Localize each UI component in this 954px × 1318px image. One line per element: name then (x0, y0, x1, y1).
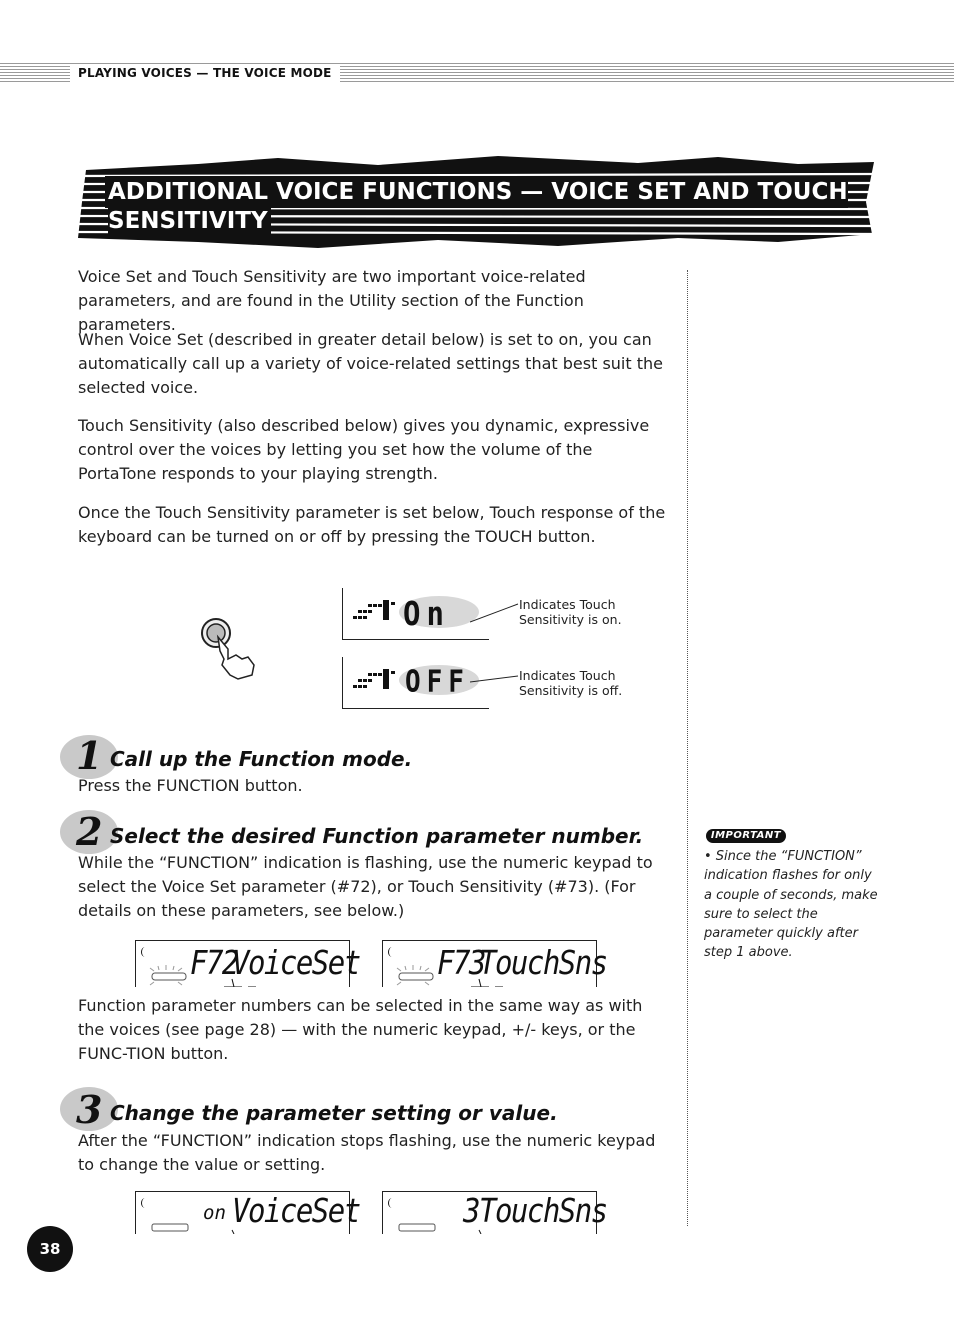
step-2-body: While the “FUNCTION” indication is flashing, use the numeric keypad to select the Voice Set parameter (#72), or Touch Sensitivity (#73). (For details on these parameters, see below.) (78, 853, 653, 920)
important-badge: IMPORTANT (706, 829, 786, 843)
lcd-on-prefix: on (203, 1202, 226, 1224)
step-3-number: 3 (76, 1087, 103, 1132)
step-1-number: 1 (76, 733, 103, 778)
lcd-f73-prefix: F73 (437, 942, 485, 982)
annotation-touch-off: Indicates Touch Sensitivity is off. (519, 668, 623, 698)
lcd-on-voiceset (135, 1190, 360, 1234)
leader-line-off (470, 672, 520, 692)
lcd-f73-touchsns (382, 940, 607, 987)
section-title: ADDITIONAL VOICE FUNCTIONS — VOICE SET AND TOUCH SENSITIVITY (108, 179, 848, 234)
step-3-heading: Change the parameter setting or value. (110, 1101, 558, 1125)
running-header: PLAYING VOICES — THE VOICE MODE (70, 64, 340, 82)
step-2-number: 2 (76, 809, 103, 854)
lcd-f72-text: VoiceSet (232, 942, 360, 982)
lcd-f73-text: TouchSns (479, 942, 607, 982)
lcd-touch-on (342, 588, 489, 640)
lcd-on-text: On (403, 593, 450, 633)
page-number: 38 (27, 1226, 73, 1272)
step-1-heading: Call up the Function mode. (110, 747, 413, 771)
step-3-body: After the “FUNCTION” indication stops flashing, use the numeric keypad to change the value or setting. (78, 1131, 656, 1174)
lcd-off-text: OFF (405, 665, 470, 700)
touch-button-hand-icon (198, 615, 260, 681)
intro-paragraph-1: Voice Set and Touch Sensitivity are two important voice-related parameters, and are found in the Utility section of the Function parameters. (78, 267, 586, 334)
lcd-3-touchsns (382, 1190, 607, 1234)
annotation-touch-on: Indicates Touch Sensitivity is on. (519, 597, 622, 627)
lcd-3-prefix: 3 (463, 1190, 479, 1230)
lcd-on-text-voiceset: VoiceSet (232, 1190, 360, 1230)
intro-paragraph-3: Touch Sensitivity (also described below) gives you dynamic, expressive control over the voices by letting you set how the volume of the PortaTone responds to your playing strength. (78, 416, 650, 483)
step-2-heading: Select the desired Function parameter number. (110, 824, 644, 848)
intro-paragraph-4: Once the Touch Sensitivity parameter is set below, Touch response of the keyboard can be turned on or off by pressing the TOUCH button. (78, 503, 666, 546)
step-2-after: Function parameter numbers can be selected in the same way as with the voices (see page 28) — with the numeric keypad, +/- keys, or the FUNC-TION button. (78, 996, 643, 1063)
lcd-f72-prefix: F72 (190, 942, 238, 982)
leader-line-on (470, 600, 520, 630)
column-divider (687, 270, 688, 1226)
important-note: • Since the “FUNCTION” indication flashes for only a couple of seconds, make sure to select the parameter quickly after step 1 above. (704, 849, 878, 961)
lcd-f72-voiceset (135, 940, 360, 987)
lcd-3-text: TouchSns (479, 1190, 607, 1230)
lcd-touch-off (342, 657, 489, 709)
step-1-body: Press the FUNCTION button. (78, 776, 303, 795)
intro-paragraph-2: When Voice Set (described in greater detail below) is set to on, you can automatically call up a variety of voice-related settings that best suit the selected voice. (78, 330, 663, 397)
